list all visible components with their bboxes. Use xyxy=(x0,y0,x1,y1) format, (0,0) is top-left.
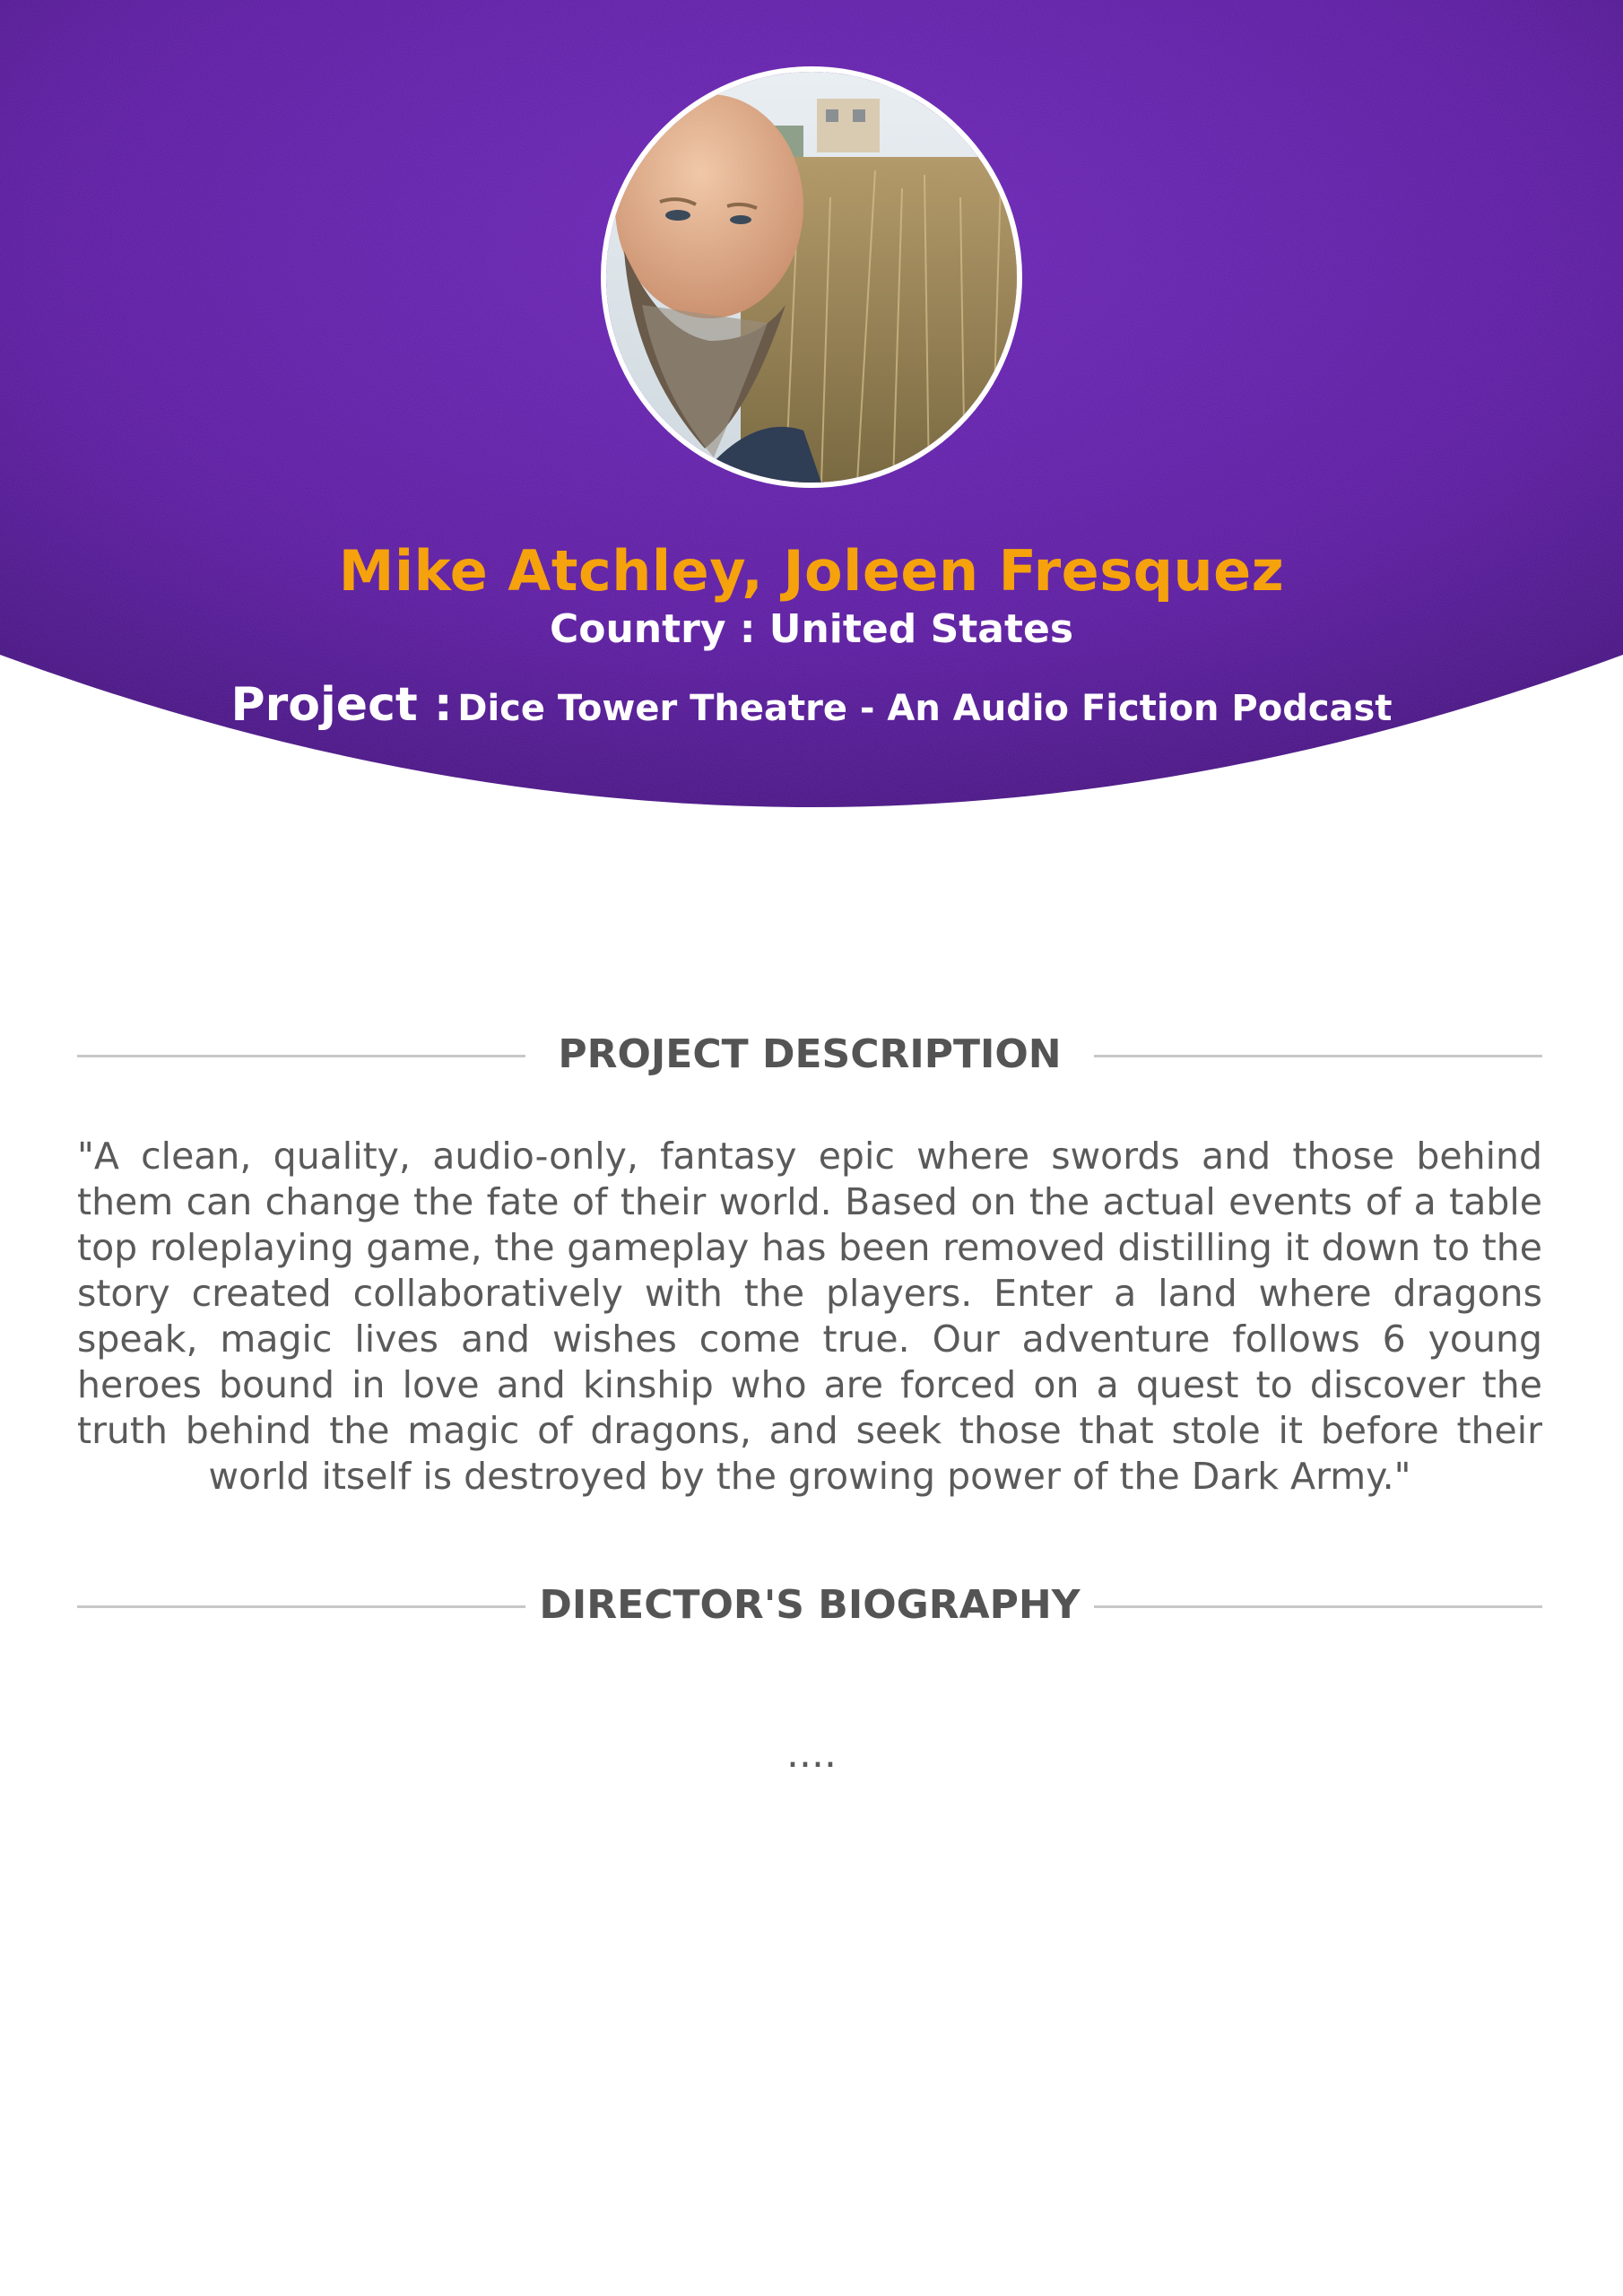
person-name: Mike Atchley, Joleen Fresquez xyxy=(338,538,1285,604)
project-label: Project : xyxy=(230,678,453,732)
project-title: Dice Tower Theatre - An Audio Fiction Podcast xyxy=(457,688,1393,729)
divider-left xyxy=(77,1605,525,1608)
divider-left xyxy=(77,1055,525,1057)
project-description-heading xyxy=(77,1028,1542,1082)
divider-right xyxy=(1094,1055,1542,1057)
director-biography-text: .... xyxy=(786,1731,837,1777)
divider-right xyxy=(1094,1605,1542,1608)
director-biography-heading xyxy=(77,1578,1542,1632)
profile-photo xyxy=(601,66,1022,488)
country-line: Country : United States xyxy=(549,606,1074,652)
section-title: DIRECTOR'S BIOGRAPHY xyxy=(539,1582,1081,1628)
section-title: PROJECT DESCRIPTION xyxy=(558,1031,1062,1077)
project-description-text: "A clean, quality, audio-only, fantasy epic where swords and those behind them can change the fate of their world. Based on the actual events of a table top roleplaying game, the gameplay has been removed distilling it down to the story created collaboratively with the players. Enter a land where dragons speak, magic lives and wishes come true. Our adventure follows 6 young heroes bound in love and kinship who are forced on a quest to discover the truth behind the magic of dragons, and seek those that stole it before their world itself is destroyed by the growing power of the Dark Army." xyxy=(77,1135,1542,1498)
project-line xyxy=(0,678,1623,732)
